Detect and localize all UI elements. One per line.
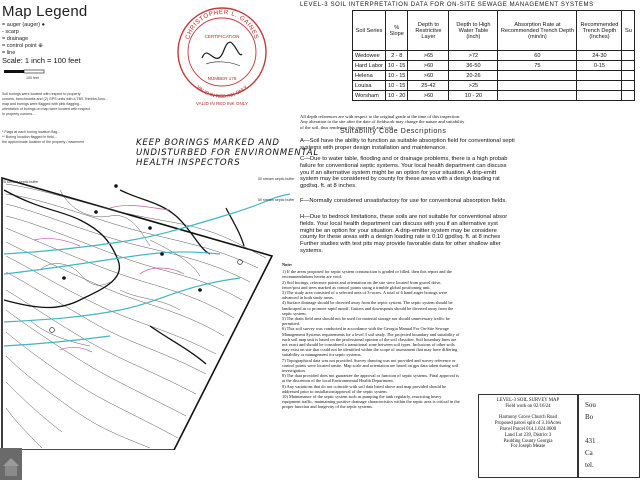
title-block-line: Proposed parcel split of 3.16Acres — [494, 421, 562, 427]
soil-interpretation-table — [352, 10, 635, 101]
legend-note: ** Boring location flagged in field... — [2, 135, 57, 139]
legend-note: the approximate location of the property / easement — [2, 140, 85, 144]
table-header: Depth to Restrictive Layer — [408, 11, 449, 51]
seal-ring-top: CHRISTOPHER L. GAINES — [184, 8, 260, 41]
soil-map-drawing — [0, 150, 300, 450]
seal-cert: CERTIFICATION — [204, 34, 240, 39]
depth-reference-note: All depth references are with respect to the original grade at the time of this inspection. Any alteration to the site after the date of fieldwork may change the nature and suitability of the soil, thus rendering this report null and void. — [300, 114, 465, 130]
table-header: Soil Series — [353, 11, 386, 51]
legend-item: = drainage — [2, 36, 29, 42]
suitability-code-a: A—Soil have the ability to function as suitable absorption field for conventional septi systems with proper design installation and maintenance. — [300, 138, 515, 151]
note-item: 8) The data provided does not guarantee the approval or function of septic systems. Final approval is at the discretion of the local Environmental Health Department. — [282, 373, 459, 384]
buffer-label-lower: 25 stream septic buffer — [2, 180, 39, 184]
note-item: 10) Maintenance of the septic system such as pumping the tank regularly, restricting heavy equipment traffic, maintaining positive drainage characteristics within the septic area is critical in the proper function and longevity of the septic systems. — [282, 394, 460, 410]
seal-number: NUMBER 178 — [207, 76, 237, 81]
table-row: Helena 10 - 15 >60 20-26 — [353, 71, 635, 81]
signature-mark — [202, 42, 242, 58]
table-row: Louisa 10 - 15 25-42 >25 — [353, 81, 635, 91]
legend-item: - scarp — [2, 29, 19, 35]
legend-note: Soil borings were located with respect to property — [2, 92, 81, 96]
note-item: 2) Soil borings, reference points and orientation on the site were located from gravel drive, fence/post and trees marked as control points using a trimble global positioning unit. — [282, 279, 442, 290]
legend-note: * Flags at each boring location flag... — [2, 130, 61, 134]
suitability-code-c: C—Due to water table, flooding and or drainage problems, there is a high probab failure for conventional septic systems. Your local health department can discuss you if an alternative system might be an option for your situation. A drip-emitt system may be considered by county for these areas with a design loading rat gpd/sq. ft. at 8 inches. — [300, 156, 508, 190]
title-block-company: Sou Bo 431 Ca tel. — [578, 394, 640, 478]
note-item: 6) This soil survey was conducted in accordance with the Georgia Manual For On-Site Sewage Management Systems requirements for a level 3 soil study. The projected boundary and suitability of each soil map unit is based on the professional opinion of the soil classifier. Soil boundary lines are not exact and should be considered a transitional zone between soil types. Inclusions of other soils may exist on site that could not be identified within the scope of assessment that may have differing suitability or management for septic systems. — [282, 326, 460, 358]
table-header: Recommended Trench Depth (Inches) — [577, 11, 622, 51]
notes-title: Note: — [282, 262, 293, 267]
map-scale: Scale: 1 inch = 100 feet — [2, 56, 81, 65]
title-block-line: Harmony Grove Church Road — [499, 415, 557, 421]
legend-note: corners, benchmarks and (2) GPS units with a TBS Trimble/Juno... — [2, 97, 108, 101]
table-header: % Slope — [386, 11, 408, 51]
suitability-heading: Suitability Code Descriptions — [340, 128, 447, 135]
buffer-label-top: 50 stream septic buffer — [258, 177, 295, 181]
seal-footer: VALID IN RED INK ONLY — [195, 101, 249, 106]
table-row: Wedowee 2 - 8 >65 >72 60 24-30 — [353, 51, 635, 61]
suitability-code-h: H—Due to bedrock limitations, these soils are not suitable for conventional absor fields. Your local health department can discuss with you if an alternative syst might be an option for your situation. A drip-emitter system may be considere county for these areas with a design loading rate is 0.10 gpd/sq. ft. at 8 inches Further studies with test pits may provide favorable data for other shallow alter systems. — [300, 214, 508, 254]
keep-line-3: HEALTH INSPECTORS — [136, 158, 241, 168]
table-header: Depth to High Water Table (inch) — [449, 11, 498, 51]
table-header: Su — [622, 11, 635, 51]
note-item: 3) The study area consisted of a selected area of 3+acres. A total of 6 hand auger borings were advanced in both study areas. — [282, 290, 448, 301]
note-item: 9) Any variations that do not coincide with soil data listed above and map provided should be addressed prior to installation/approval of the septic system. — [282, 383, 447, 394]
buffer-label-right: 50 stream septic buffer — [258, 198, 295, 202]
legend-item: = line — [2, 50, 16, 56]
note-item: 1) If the areas proposed for septic system construction is graded or filled, then this report and the recommendations herein are void. — [282, 269, 452, 280]
note-item: 4) Surface drainage should be diverted away from the septic system. The septic system should be landscaped as to promote rapid runoff. Gutters and downspouts should be diverted away from the septic system. — [282, 300, 454, 316]
title-block-line: Field work on 02/16/24 — [505, 403, 551, 409]
keep-line-2: UNDISTURBED FOR ENVIRONMENTAL — [136, 148, 319, 158]
legend-item: = control point ⊕ — [2, 43, 43, 49]
title-block-line: Land Lot 239, District 3 — [504, 432, 552, 438]
legend-note: orientation of borings on map were located with respect — [2, 107, 91, 111]
title-block-line: For Joseph Mease — [510, 444, 546, 450]
boring-point — [114, 184, 118, 188]
legend-note: to property corners... — [2, 112, 36, 116]
table-header-row — [353, 11, 635, 51]
table-header: Absorption Rate at Recommended Trench Depth (min/in) — [498, 11, 577, 51]
notes-section — [282, 262, 460, 410]
legend-item: = auger (auger) ● — [2, 22, 45, 28]
title-block-line: Paulding County Georgia — [503, 438, 553, 444]
title-block — [478, 394, 578, 478]
scale-bar-label: 100 feet — [26, 76, 39, 80]
soil-scientist-seal — [176, 0, 268, 118]
note-item: 7) Topographical data was not provided. Survey drawing was not provided and survey reference or control points were located onsite. Map scale and orientation are based on gps data taken during soil investigation. — [282, 357, 459, 374]
seal-ring-bottom: VALID IN RED INK ONLY — [194, 84, 249, 101]
table-row: Worsham 10 - 20 >60 10 - 20 — [353, 91, 635, 101]
legend-title: Map Legend — [2, 3, 88, 20]
note-item: 5) The drain field area should not be used for material storage nor should unnecessary traffic be permitted. — [282, 316, 450, 327]
suitability-code-f: F—Normally considered unsatisfactory for use for conventional absorption fields. — [300, 198, 507, 204]
table-row: Hard Labor 10 - 15 >60 36-50 75 0-15 — [353, 61, 635, 71]
title-block-line: Parcel Parcel 014.1.024.0000 — [499, 426, 557, 432]
title-block-line: LEVEL-3 SOIL SURVEY MAP — [496, 398, 560, 403]
legend-note: map and borings were flagged with pink flagging... — [2, 102, 82, 106]
keep-line-1: KEEP BORINGS MARKED AND — [136, 138, 280, 148]
watermark-logo — [0, 448, 22, 480]
soil-table-title: LEVEL-3 SOIL INTERPRETATION DATA FOR ON-SITE SEWAGE MANAGEMENT SYSTEMS — [300, 2, 594, 8]
